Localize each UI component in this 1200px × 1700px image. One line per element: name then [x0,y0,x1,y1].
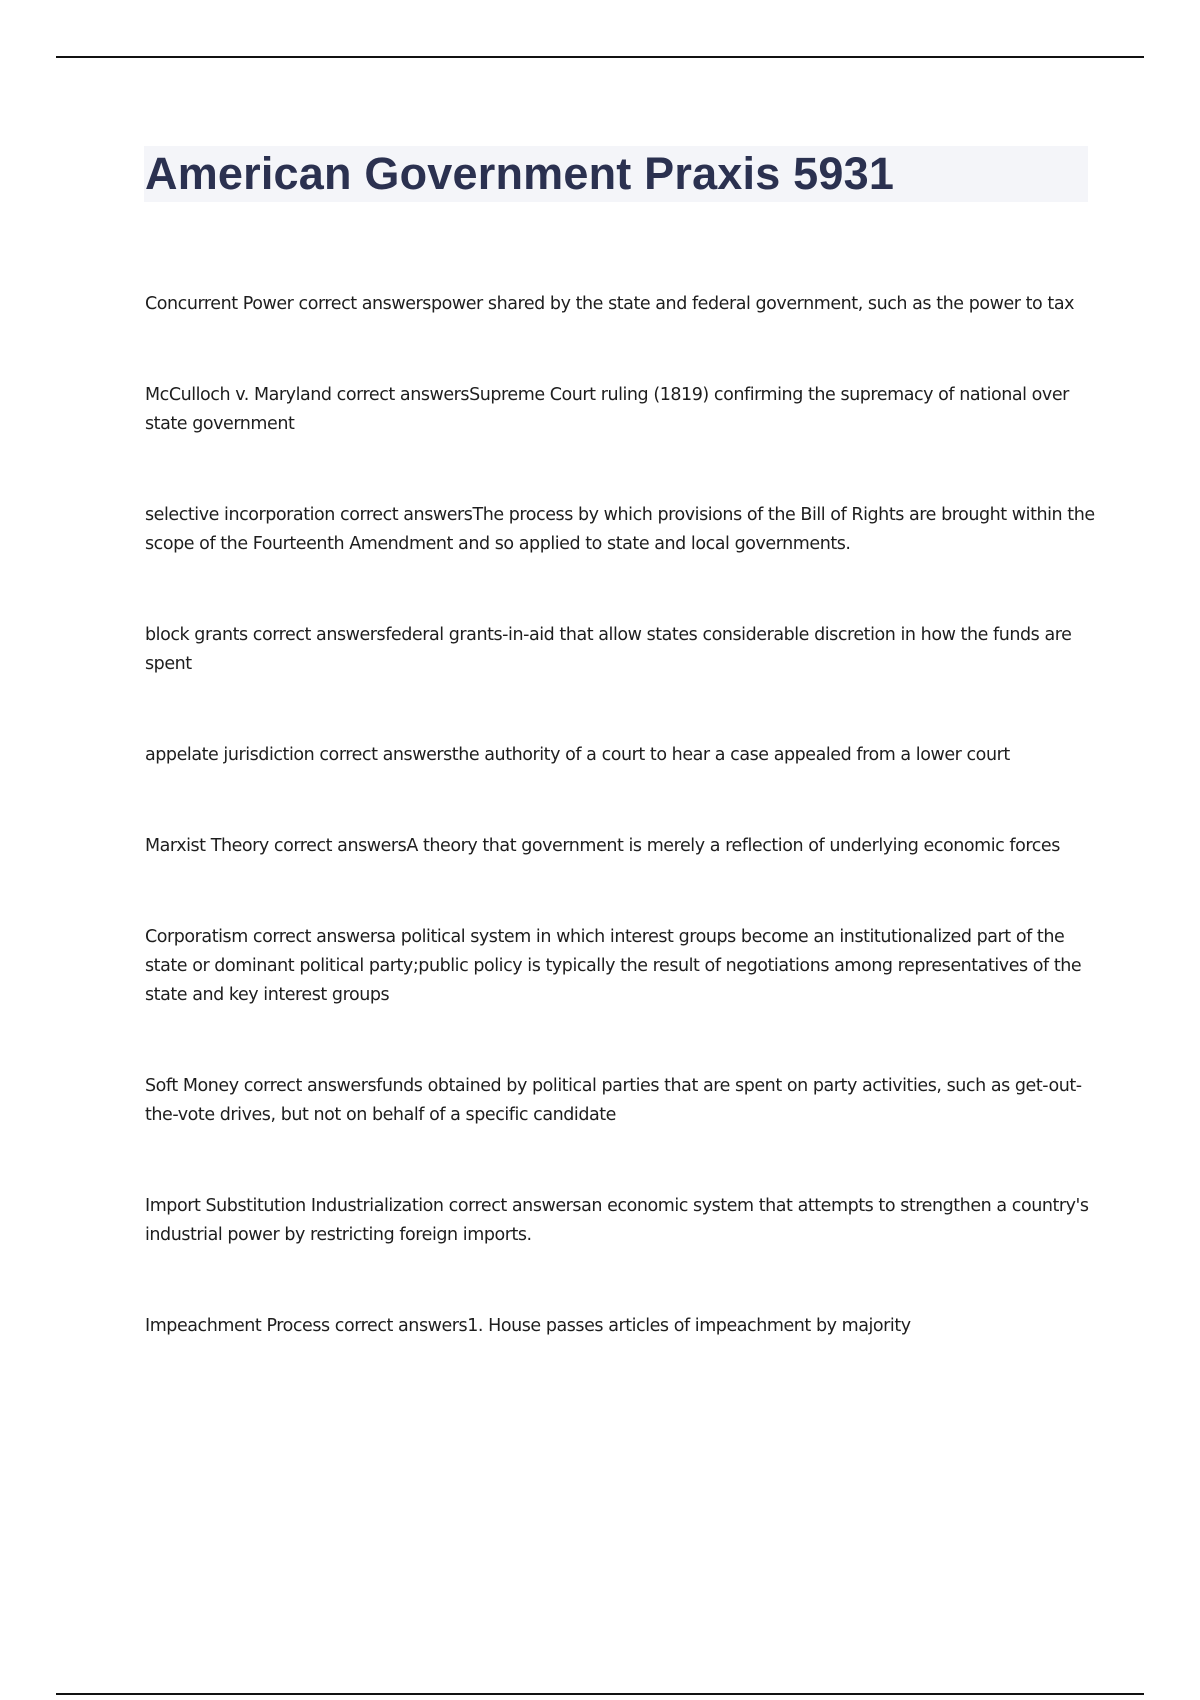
flashcard-entry: Marxist Theory correct answersA theory that government is merely a reflection of underlying economic forces [145,836,1060,856]
flashcard-entry: selective incorporation correct answersThe process by which provisions of the Bill of Rights are brought within the scope of the Fourteenth Amendment and so applied to state and local governments. [145,505,1095,554]
flashcard-entry: Soft Money correct answersfunds obtained by political parties that are spent on party activities, such as get-out-the-vote drives, but not on behalf of a specific candidate [145,1076,1082,1125]
flashcard-entry: Concurrent Power correct answerspower shared by the state and federal government, such as the power to tax [145,294,1075,314]
bottom-rule [56,1693,1144,1695]
flashcard-entry: Impeachment Process correct answers1. House passes articles of impeachment by majority [145,1316,911,1336]
flashcard-entry: Corporatism correct answersa political system in which interest groups become an institutionalized part of the state or dominant political party;public policy is typically the result of negotiations among representatives of the state and key interest groups [145,927,1082,1005]
flashcard-entry: McCulloch v. Maryland correct answersSupreme Court ruling (1819) confirming the supremacy of national over state government [145,385,1069,434]
flashcard-list [145,290,1095,1403]
top-rule [56,56,1144,58]
flashcard-entry: block grants correct answersfederal grants-in-aid that allow states considerable discretion in how the funds are spent [145,625,1072,674]
document-title: American Government Praxis 5931 [145,148,895,199]
flashcard-entry: Import Substitution Industrialization correct answersan economic system that attempts to strengthen a country's industrial power by restricting foreign imports. [145,1196,1089,1245]
flashcard-entry: appelate jurisdiction correct answersthe authority of a court to hear a case appealed from a lower court [145,745,1010,765]
